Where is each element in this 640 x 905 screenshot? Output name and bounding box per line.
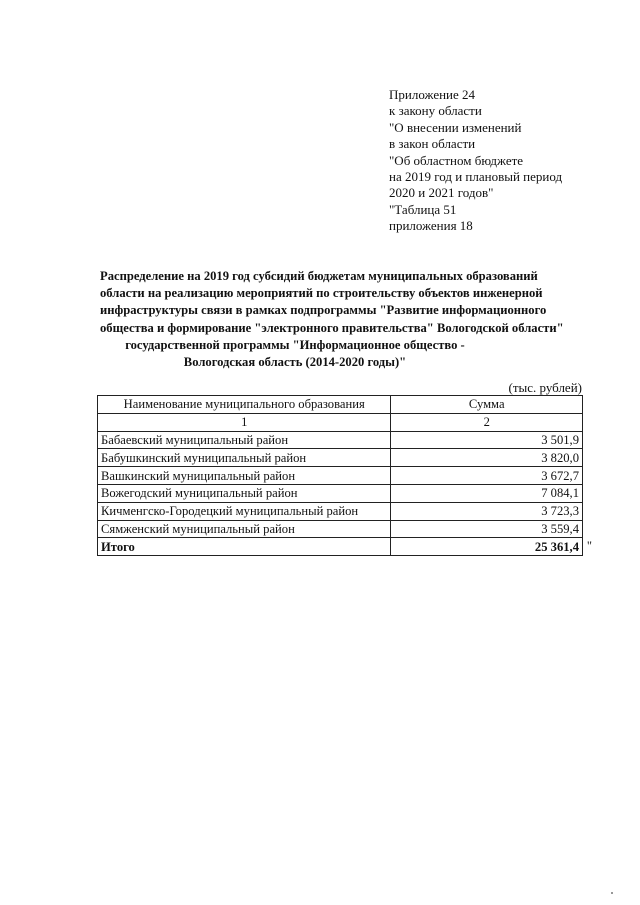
title-line: Распределение на 2019 год субсидий бюджетам муниципальных образований	[100, 269, 538, 283]
table-header-row	[98, 396, 583, 414]
table-row	[98, 449, 583, 467]
appendix-line: "О внесении изменений	[389, 119, 522, 135]
municipality-name: Вожегодский муниципальный район	[98, 484, 391, 502]
municipality-name: Кичменгско-Городецкий муниципальный район	[98, 502, 391, 520]
appendix-line: на 2019 год и плановый период	[389, 169, 563, 185]
table-row	[98, 431, 583, 449]
subsidy-amount: 3 820,0	[391, 449, 583, 467]
appendix-line: к закону области	[389, 103, 482, 119]
appendix-line: приложения 18	[389, 218, 473, 234]
title-line: инфраструктуры связи в рамках подпрограммы "Развитие информационного	[100, 303, 547, 318]
subsidy-amount: 7 084,1	[391, 484, 583, 502]
municipality-name: Бабушкинский муниципальный район	[98, 449, 391, 467]
subsidy-table	[97, 395, 592, 556]
subsidy-amount: 3 672,7	[391, 467, 583, 485]
subsidy-amount: 3 723,3	[391, 502, 583, 520]
document-title	[100, 268, 564, 371]
table-row	[98, 484, 583, 502]
appendix-line: Приложение 24	[389, 87, 476, 102]
table-row	[98, 502, 583, 520]
title-line: Вологодская область (2014-2020 годы)"	[183, 355, 407, 370]
appendix-note	[389, 87, 562, 235]
table-row	[98, 467, 583, 485]
column-number-row	[98, 413, 583, 431]
total-amount: 25 361,4	[534, 539, 579, 554]
scan-speck	[611, 892, 613, 894]
appendix-line: "Об областном бюджете	[389, 152, 524, 168]
closing-quote: "	[586, 539, 592, 554]
header-name: Наименование муниципального образования	[98, 396, 391, 414]
subsidy-amount: 3 501,9	[391, 431, 583, 449]
column-number-1: 1	[98, 413, 391, 431]
municipality-name: Бабаевский муниципальный район	[98, 431, 391, 449]
appendix-line: 2020 и 2021 годов"	[389, 185, 494, 201]
header-amount: Сумма	[391, 396, 583, 414]
appendix-line: "Таблица 51	[389, 201, 457, 217]
total-label: Итого	[98, 538, 391, 556]
title-line: области на реализацию мероприятий по строительству объектов инженерной	[100, 286, 543, 301]
table-row	[98, 520, 583, 538]
column-number-2: 2	[391, 413, 583, 431]
title-line: государственной программы "Информационное общество -	[125, 337, 465, 352]
appendix-line: в закон области	[389, 136, 476, 152]
total-row	[98, 538, 583, 556]
municipality-name: Сямженский муниципальный район	[98, 520, 391, 538]
subsidy-amount: 3 559,4	[391, 520, 583, 538]
municipality-name: Вашкинский муниципальный район	[98, 467, 391, 485]
total-amount-cell	[391, 538, 592, 556]
title-line: общества и формирование "электронного правительства" Вологодской области"	[100, 320, 564, 335]
units-label: (тыс. рублей)	[508, 380, 582, 395]
